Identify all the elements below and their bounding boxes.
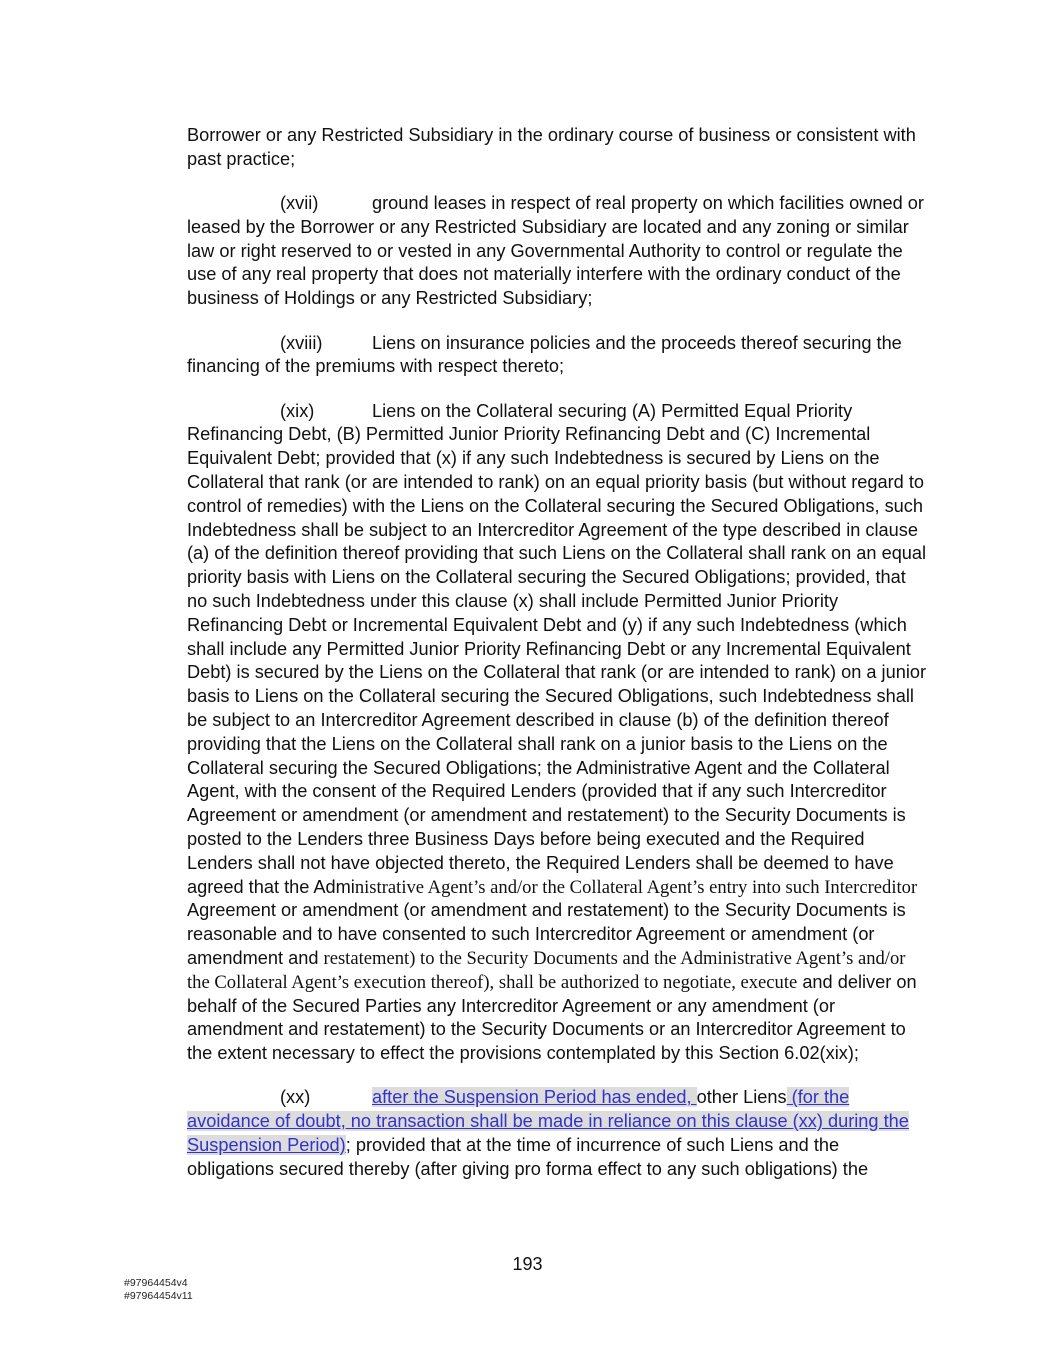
doc-id: #97964454v11 <box>124 1289 193 1302</box>
clause-number: (xviii) <box>280 332 323 353</box>
clause-text: ground leases in respect of real property on which facilities owned or leased by the Borrower or any Restricted Subsidiary are located and any zoning or similar law or right reserved to or vested in any Governmental Authority to control or regulate the use of any real property that does not materially interfere with the ordinary conduct of the business of Holdings or any Restricted Subsidiary; <box>187 193 924 309</box>
clause-text: ; provided that at the time of incurrence of such Liens and the obligations secured thereby (after giving pro forma effect to any such obligations) the <box>187 1135 869 1179</box>
clause-text-serif: nistrative Agent’s and/or the Collateral Agent’s entry into such Intercreditor <box>354 876 918 898</box>
clause-number: (xx) <box>280 1087 311 1108</box>
clause-text: other Liens <box>696 1087 787 1108</box>
clause-text: Agreement or amendment (or amendment and restatement) to the Security Documents is reasonable and to have consented to such Intercreditor Agreement or amendment (or amendment and <box>187 900 906 968</box>
clause-number: (xvii) <box>280 193 319 214</box>
clause-number: (xix) <box>280 400 315 421</box>
tracked-insertion[interactable]: (for the avoidance of doubt, no transaction shall be made in reliance on this clause (xx) during the Suspension Period) <box>187 1087 909 1156</box>
document-body <box>187 124 931 1202</box>
clause-text: and deliver on behalf of the Secured Parties any Intercreditor Agreement or any amendment (or amendment and restatement) to the Security Documents or an Intercreditor Agreement to the extent necessary to effect the provisions contemplated by this Section 6.02(xix); <box>187 971 917 1064</box>
clause-xvii <box>187 192 931 311</box>
paragraph-continuation <box>187 124 931 172</box>
clause-xix <box>187 400 931 1066</box>
doc-id: #97964454v4 <box>124 1277 188 1289</box>
clause-text-serif: restatement) to the Security Documents and the Administrative Agent’s and/or the Collateral Agent’s execution thereof), shall be authorized to negotiate, execute <box>187 948 906 993</box>
clause-xx <box>187 1086 931 1181</box>
paragraph-text: Borrower or any Restricted Subsidiary in the ordinary course of business or consistent with past practice; <box>187 125 916 169</box>
page-number: 193 <box>512 1254 543 1274</box>
document-ids <box>124 1277 193 1302</box>
clause-text: Liens on the Collateral securing (A) Permitted Equal Priority Refinancing Debt, (B) Permitted Junior Priority Refinancing Debt and (C) Incremental Equivalent Debt; provided that (x) if any such Indebtedness is secured by Liens on the Collateral that rank (or are intended to rank) on an equal priority basis (but without regard to control of remedies) with the Liens on the Collateral securing the Secured Obligations, such Indebtedness shall be subject to an Intercreditor Agreement of the type described in clause (a) of the definition thereof providing that such Liens on the Collateral shall rank on an equal priority basis with Liens on the Collateral securing the Secured Obligations; provided, that no such Indebtedness under this clause (x) shall include Permitted Junior Priority Refinancing Debt or Incremental Equivalent Debt and (y) if any such Indebtedness (which shall include any Permitted Junior Priority Refinancing Debt or any Incremental Equivalent Debt) is secured by the Liens on the Collateral that rank (or are intended to rank) on a junior basis to Liens on the Collateral securing the Secured Obligations, such Indebtedness shall be subject to an Intercreditor Agreement described in clause (b) of the definition thereof providing that the Liens on the Collateral shall rank on a junior basis to the Liens on the Collateral securing the Secured Obligations; the Administrative Agent and the Collateral Agent, with the consent of the Required Lenders (provided that if any such Intercreditor Agreement or amendment (or amendment and restatement) to the Security Documents is posted to the Lenders three Business Days before being executed and the Required Lenders shall not have objected thereto, the Required Lenders shall be deemed to have agreed that the Admi <box>187 400 927 897</box>
clause-xviii <box>187 332 931 380</box>
clause-text: Liens on insurance policies and the proceeds thereof securing the financing of the premiums with respect thereto; <box>187 332 902 377</box>
tracked-insertion[interactable]: after the Suspension Period has ended, <box>372 1087 697 1108</box>
